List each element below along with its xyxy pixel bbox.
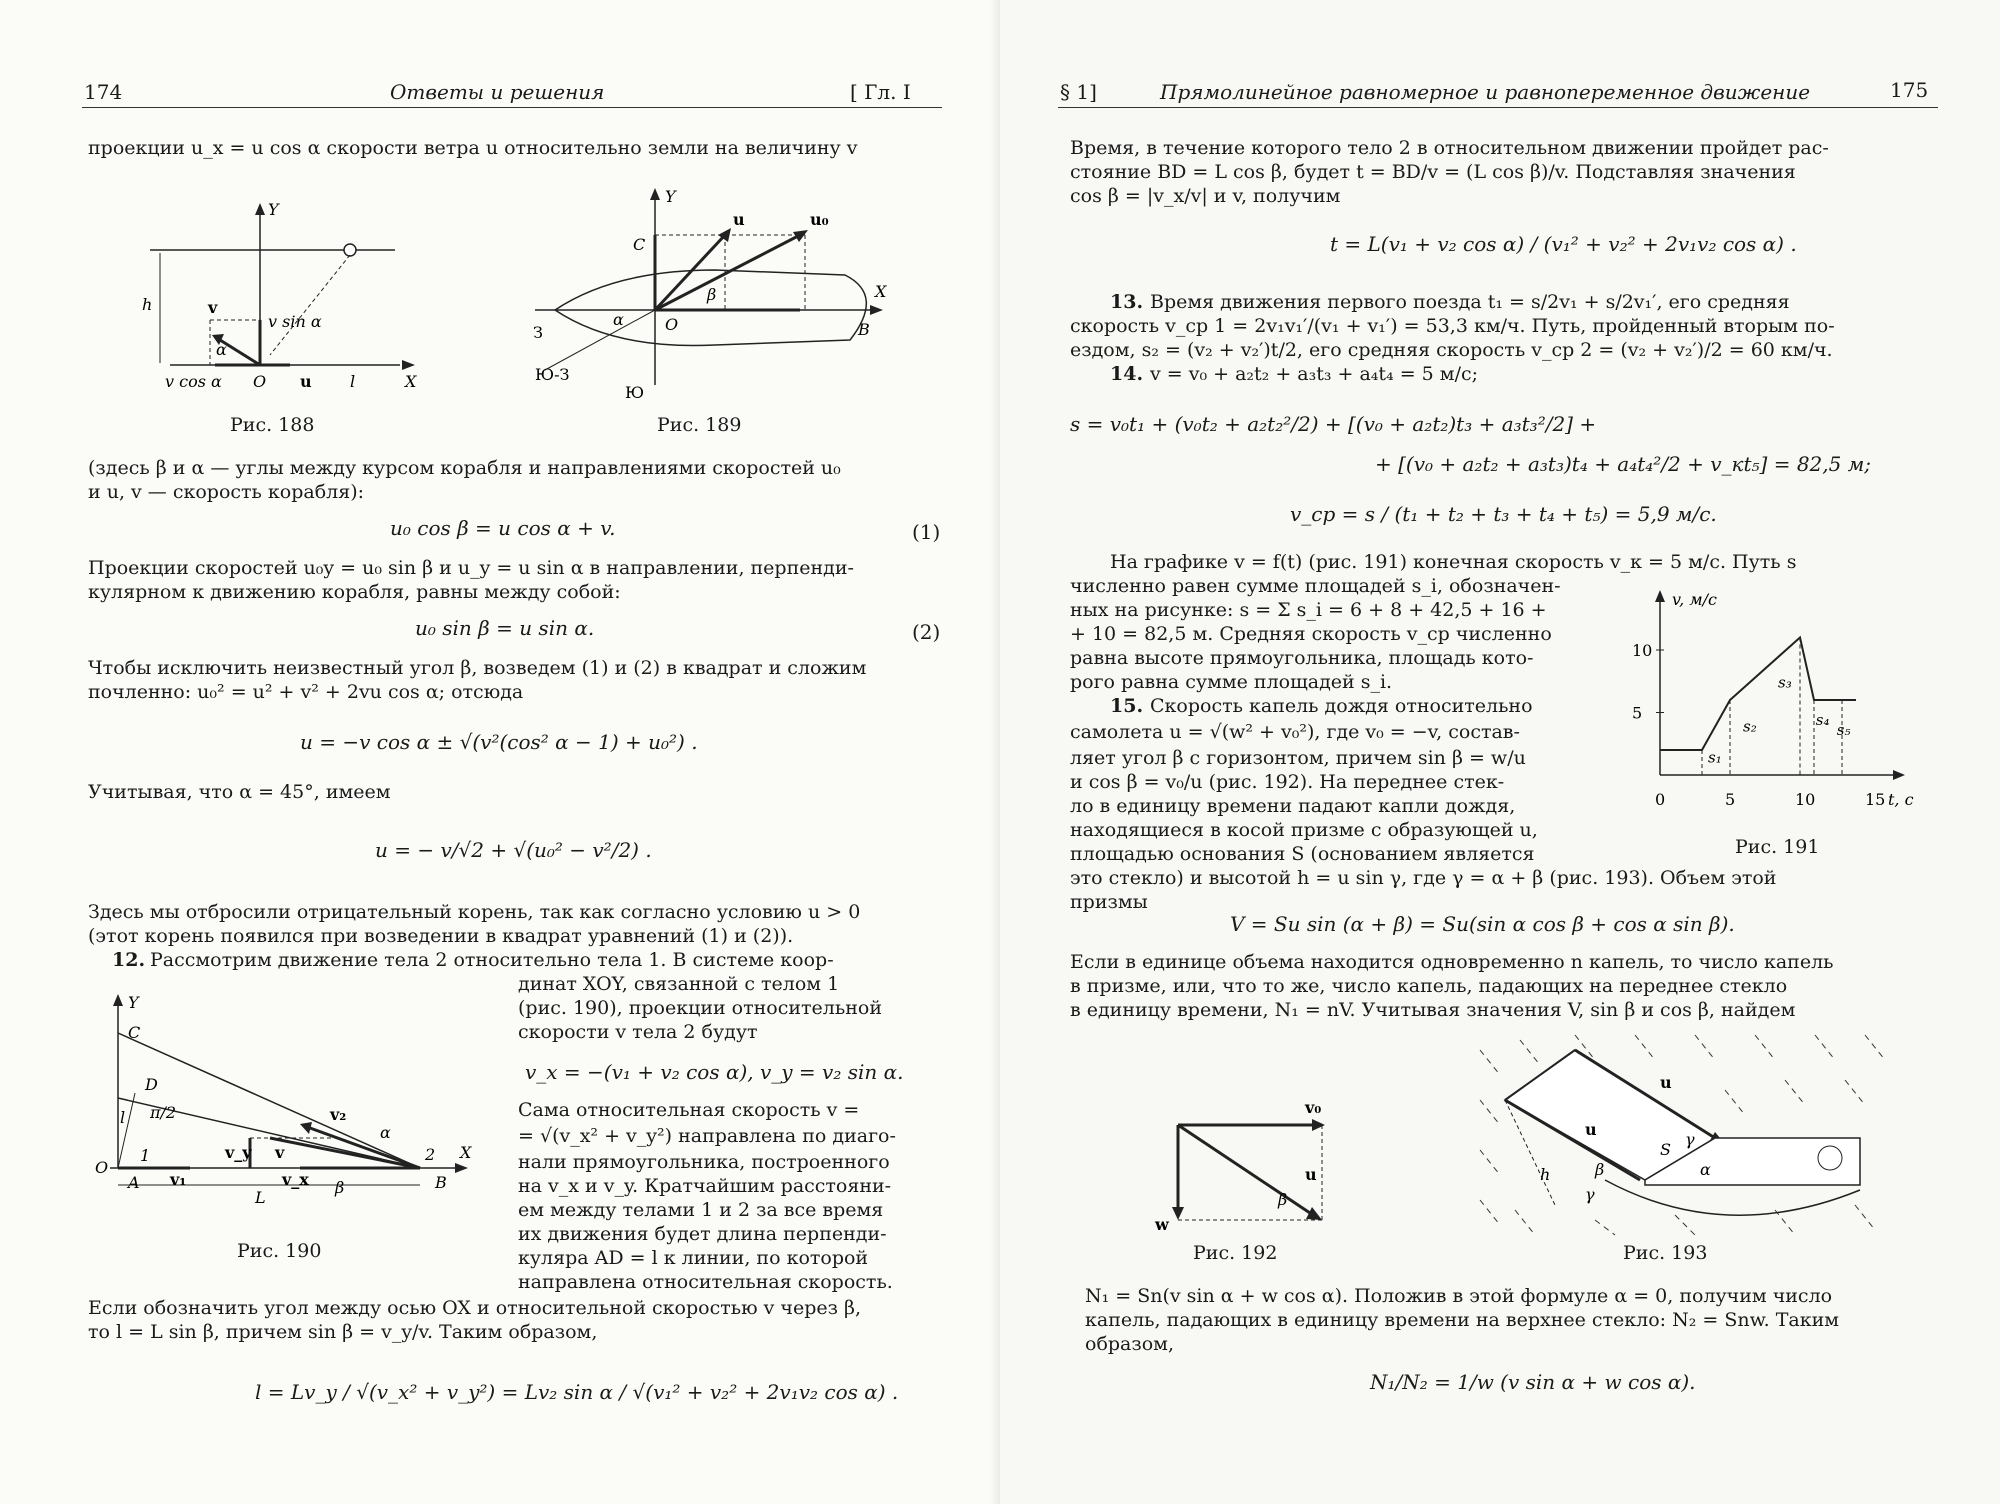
text-line: равна высоте прямоугольника, площадь кото-	[1070, 647, 1534, 669]
area-label: s₃	[1778, 673, 1792, 692]
equation-4: u = − v/√2 + √(u₀² − v²/2) .	[375, 838, 652, 862]
fig190-label: 1	[140, 1146, 151, 1165]
text-line: куляра AD = l к линии, по которой	[518, 1247, 869, 1269]
fig188-label: Y	[268, 200, 279, 219]
figure-189	[525, 180, 905, 405]
equation-2: u₀ sin β = u sin α.	[415, 616, 595, 640]
figure-193	[1475, 1030, 1895, 1240]
fig189-label: Y	[665, 187, 676, 206]
text-line: призмы	[1070, 891, 1148, 913]
equation-V: V = Su sin (α + β) = Su(sin α cos β + cos α sin β).	[1230, 912, 1735, 936]
text-line: На графике v = f(t) (рис. 191) конечная скорость v_к = 5 м/с. Путь s	[1110, 551, 1797, 573]
text-line: динат XOY, связанной с телом 1	[518, 973, 840, 995]
fig189-label: З	[533, 323, 543, 342]
text-line: Скорость капель дождя относительно	[1150, 695, 1533, 717]
x-axis-label: t, с	[1888, 790, 1914, 809]
text-line: N₁ = Sn(v sin α + w cos α). Положив в этой формуле α = 0, получим число	[1085, 1285, 1833, 1307]
fig189-label: Ю-З	[535, 365, 570, 384]
text-line: скорости v тела 2 будут	[518, 1021, 758, 1043]
fig189-label: α	[613, 310, 624, 329]
fig190-caption: Рис. 190	[237, 1240, 322, 1262]
left-chapter: [ Гл. I	[850, 80, 911, 104]
fig188-caption: Рис. 188	[230, 414, 315, 436]
text-line: ло в единицу времени падают капли дождя,	[1070, 795, 1516, 817]
figure-192	[1150, 1095, 1350, 1240]
fig190-label: L	[255, 1188, 266, 1207]
text-line: = √(v_x² + v_y²) направлена по диаго-	[518, 1125, 896, 1147]
fig190-label: v	[275, 1143, 285, 1162]
text-line: проекции u_x = u cos α скорости ветра u относительно земли на величину v	[88, 137, 858, 159]
fig190-label: l	[120, 1108, 126, 1127]
text-line: кулярном к движению корабля, равны между собой:	[88, 581, 621, 603]
text-line: образом,	[1085, 1333, 1174, 1355]
text-line: Чтобы исключить неизвестный угол β, возведем (1) и (2) в квадрат и сложим	[88, 657, 867, 679]
fig193-label: S	[1660, 1140, 1671, 1159]
text-line: нали прямоугольника, построенного	[518, 1151, 890, 1173]
text-line: капель, падающих в единицу времени на верхнее стекло: N₂ = Snw. Таким	[1085, 1309, 1840, 1331]
fig188-label: α	[216, 340, 227, 359]
text-line: площадью основания S (основанием является	[1070, 843, 1535, 865]
text-line: ем между телами 1 и 2 за все время	[518, 1199, 884, 1221]
text-line: находящиеся в косой призме с образующей u,	[1070, 819, 1538, 841]
fig193-label: γ	[1585, 1185, 1595, 1204]
equation-vcp: v_ср = s / (t₁ + t₂ + t₃ + t₄ + t₅) = 5,9 м/с.	[1290, 502, 1717, 526]
fig192-label: β	[1278, 1190, 1288, 1209]
problem-15-number: 15.	[1110, 695, 1144, 717]
left-page-number: 174	[84, 80, 123, 104]
area-label: s₁	[1708, 748, 1722, 767]
text-line: то l = L sin β, причем sin β = v_y/v. Таким образом,	[88, 1321, 598, 1343]
fig193-label: γ	[1685, 1130, 1695, 1149]
fig188-label: O	[253, 372, 267, 391]
fig192-label: w	[1155, 1215, 1169, 1234]
text-line: (этот корень появился при возведении в квадрат уравнений (1) и (2)).	[88, 925, 794, 947]
right-running-title: Прямолинейное равномерное и равнопеременное движение	[1160, 80, 1811, 104]
fig190-label: v₂	[330, 1105, 347, 1124]
y-tick-label: 5	[1632, 703, 1643, 723]
fig189-caption: Рис. 189	[657, 414, 742, 436]
text-line: в единицу времени, N₁ = nV. Учитывая значения V, sin β и cos β, найдем	[1070, 999, 1796, 1021]
text-line: v = v₀ + a₂t₂ + a₃t₃ + a₄t₄ = 5 м/с;	[1150, 363, 1479, 385]
text-line: направлена относительная скорость.	[518, 1271, 893, 1293]
x-tick-label: 0	[1655, 790, 1666, 809]
fig189-label: X	[875, 282, 887, 301]
text-line: ездом, s₂ = (v₂ + v₂′)t/2, его средняя скорость v_ср 2 = (v₂ + v₂′)/2 = 60 км/ч.	[1070, 339, 1833, 361]
equation-N: N₁/N₂ = 1/w (v sin α + w cos α).	[1370, 1370, 1696, 1394]
text-line: их движения будет длина перпенди-	[518, 1223, 887, 1245]
fig189-label: O	[665, 315, 679, 334]
fig190-label: B	[435, 1173, 447, 1192]
area-label: s₂	[1743, 717, 1757, 736]
text-line: cos β = |v_x/v| и v, получим	[1070, 185, 1341, 207]
fig188-label: h	[142, 295, 153, 314]
fig189-label: Ю	[625, 383, 645, 402]
fig188-label: v	[208, 298, 218, 317]
text-line: почленно: u₀² = u² + v² + 2vu cos α; отсюда	[88, 681, 524, 703]
equation-6: l = Lv_y / √(v_x² + v_y²) = Lv₂ sin α / √(v₁² + v₂² + 2v₁v₂ cos α) .	[255, 1380, 899, 1404]
text-line: Время, в течение которого тело 2 в относительном движении пройдет рас-	[1070, 137, 1829, 159]
text-line: это стекло) и высотой h = u sin γ, где γ = α + β (рис. 193). Объем этой	[1070, 867, 1777, 889]
equation-s-line2: + [(v₀ + a₂t₂ + a₃t₃)t₄ + a₄t₄²/2 + v_кt₅] = 82,5 м;	[1375, 452, 1872, 476]
equation-2-number: (2)	[912, 620, 941, 644]
text-line: + 10 = 82,5 м. Средняя скорость v_ср численно	[1070, 623, 1552, 645]
equation-3: u = −v cos α ± √(v²(cos² α − 1) + u₀²) .	[300, 730, 698, 754]
fig193-label: α	[1700, 1160, 1711, 1179]
fig193-label: h	[1540, 1165, 1551, 1184]
text-line: Здесь мы отбросили отрицательный корень, так как согласно условию u > 0	[88, 901, 861, 923]
text-line: в призме, или, что то же, число капель, падающих на переднее стекло	[1070, 975, 1788, 997]
equation-1: u₀ cos β = u cos α + v.	[390, 516, 616, 540]
fig193-label: u	[1660, 1073, 1672, 1092]
right-header-rule	[1058, 107, 1938, 108]
y-tick-label: 10	[1632, 641, 1653, 660]
right-section: § 1]	[1060, 80, 1097, 104]
figure-190	[90, 988, 495, 1213]
text-line: скорость v_ср 1 = 2v₁v₁′/(v₁ + v₁′) = 53,3 км/ч. Путь, пройденный вторым по-	[1070, 315, 1835, 337]
text-line: рого равна сумме площадей s_i.	[1070, 671, 1393, 693]
fig188-label: v sin α	[268, 312, 322, 331]
text-line: и cos β = v₀/u (рис. 192). На переднее стек-	[1070, 771, 1505, 793]
text-line: ных на рисунке: s = Σ s_i = 6 + 8 + 42,5 + 16 +	[1070, 599, 1547, 621]
area-label: s₅	[1836, 721, 1851, 739]
fig190-label: Y	[128, 993, 139, 1012]
area-label: s₄	[1815, 711, 1830, 729]
equation-1-number: (1)	[912, 520, 941, 544]
fig190-label: v_y	[225, 1143, 252, 1162]
text-line: ляет угол β с горизонтом, причем sin β = w/u	[1070, 747, 1526, 769]
fig189-label: B	[858, 320, 870, 339]
fig190-label: π/2	[150, 1103, 177, 1122]
fig191-caption: Рис. 191	[1735, 836, 1820, 858]
text-line: Если обозначить угол между осью OX и относительной скоростью v через β,	[88, 1297, 862, 1319]
problem-13-number: 13.	[1110, 291, 1144, 313]
fig190-label: A	[128, 1173, 140, 1192]
fig190-label: 2	[425, 1145, 436, 1164]
x-tick-label: 10	[1795, 790, 1816, 809]
x-axis-arrow	[1893, 770, 1905, 780]
text-line: Если в единице объема находится одновременно n капель, то число капель	[1070, 951, 1834, 973]
fig192-caption: Рис. 192	[1193, 1242, 1278, 1264]
equation-t: t = L(v₁ + v₂ cos α) / (v₁² + v₂² + 2v₁v₂ cos α) .	[1330, 232, 1797, 256]
text-line: Сама относительная скорость v =	[518, 1099, 860, 1121]
text-line: стояние BD = L cos β, будет t = BD/v = (L cos β)/v. Подставляя значения	[1070, 161, 1796, 183]
y-axis-arrow	[1655, 590, 1665, 602]
fig190-label: β	[335, 1178, 345, 1197]
fig192-label: v₀	[1305, 1098, 1322, 1117]
x-tick-label: 15	[1865, 790, 1886, 809]
text-line: (здесь β и α — углы между курсом корабля и направлениями скоростей u₀	[88, 457, 841, 479]
fig188-label: l	[350, 372, 356, 391]
fig188-label: v cos α	[165, 372, 222, 391]
fig190-label: O	[95, 1158, 109, 1177]
left-running-title: Ответы и решения	[390, 80, 605, 104]
fig193-caption: Рис. 193	[1623, 1242, 1708, 1264]
fig190-label: C	[128, 1023, 141, 1042]
text-line: Рассмотрим движение тела 2 относительно тела 1. В системе коор-	[150, 949, 834, 971]
fig190-label: v₁	[170, 1170, 187, 1189]
text-line: самолета u = √(w² + v₀²), где v₀ = −v, состав-	[1070, 721, 1520, 743]
problem-12-number: 12.	[112, 949, 146, 971]
x-tick-label: 5	[1725, 790, 1736, 809]
fig189-label: C	[633, 235, 646, 254]
fig189-label: β	[707, 285, 717, 304]
left-header-rule	[82, 107, 942, 108]
fig190-label: D	[145, 1075, 158, 1094]
figure-188	[140, 195, 440, 395]
text-line: Проекции скоростей u₀y = u₀ sin β и u_y = u sin α в направлении, перпенди-	[88, 557, 854, 579]
fig192-label: u	[1305, 1165, 1317, 1184]
fig190-label: v_x	[282, 1170, 309, 1189]
fig189-label: u₀	[810, 210, 829, 229]
fig193-label: u	[1585, 1120, 1597, 1139]
fig188-label: X	[405, 372, 417, 391]
text-line: Время движения первого поезда t₁ = s/2v₁ + s/2v₁′, его средняя	[1150, 291, 1790, 313]
text-line: численно равен сумме площадей s_i, обозначен-	[1070, 575, 1561, 597]
equation-5: v_x = −(v₁ + v₂ cos α), v_y = v₂ sin α.	[525, 1060, 904, 1084]
equation-s-line1: s = v₀t₁ + (v₀t₂ + a₂t₂²/2) + [(v₀ + a₂t₂)t₃ + a₃t₃²/2] +	[1070, 412, 1597, 436]
fig190-label: X	[460, 1143, 472, 1162]
right-page-number: 175	[1890, 78, 1929, 102]
text-line: и u, v — скорость корабля):	[88, 481, 365, 503]
fig190-label: α	[380, 1123, 391, 1142]
problem-14-number: 14.	[1110, 363, 1144, 385]
right-page	[1000, 0, 2000, 1504]
text-line: (рис. 190), проекции относительной	[518, 997, 882, 1019]
fig189-label: u	[733, 210, 745, 229]
text-line: на v_x и v_y. Кратчайшим расстояни-	[518, 1175, 892, 1197]
fig193-label: β	[1595, 1160, 1605, 1179]
fig188-label: u	[300, 372, 312, 391]
text-line: Учитывая, что α = 45°, имеем	[88, 781, 391, 803]
figure-191-chart	[1620, 590, 1920, 830]
y-axis-label: v, м/с	[1672, 590, 1717, 609]
velocity-line	[1660, 638, 1856, 751]
